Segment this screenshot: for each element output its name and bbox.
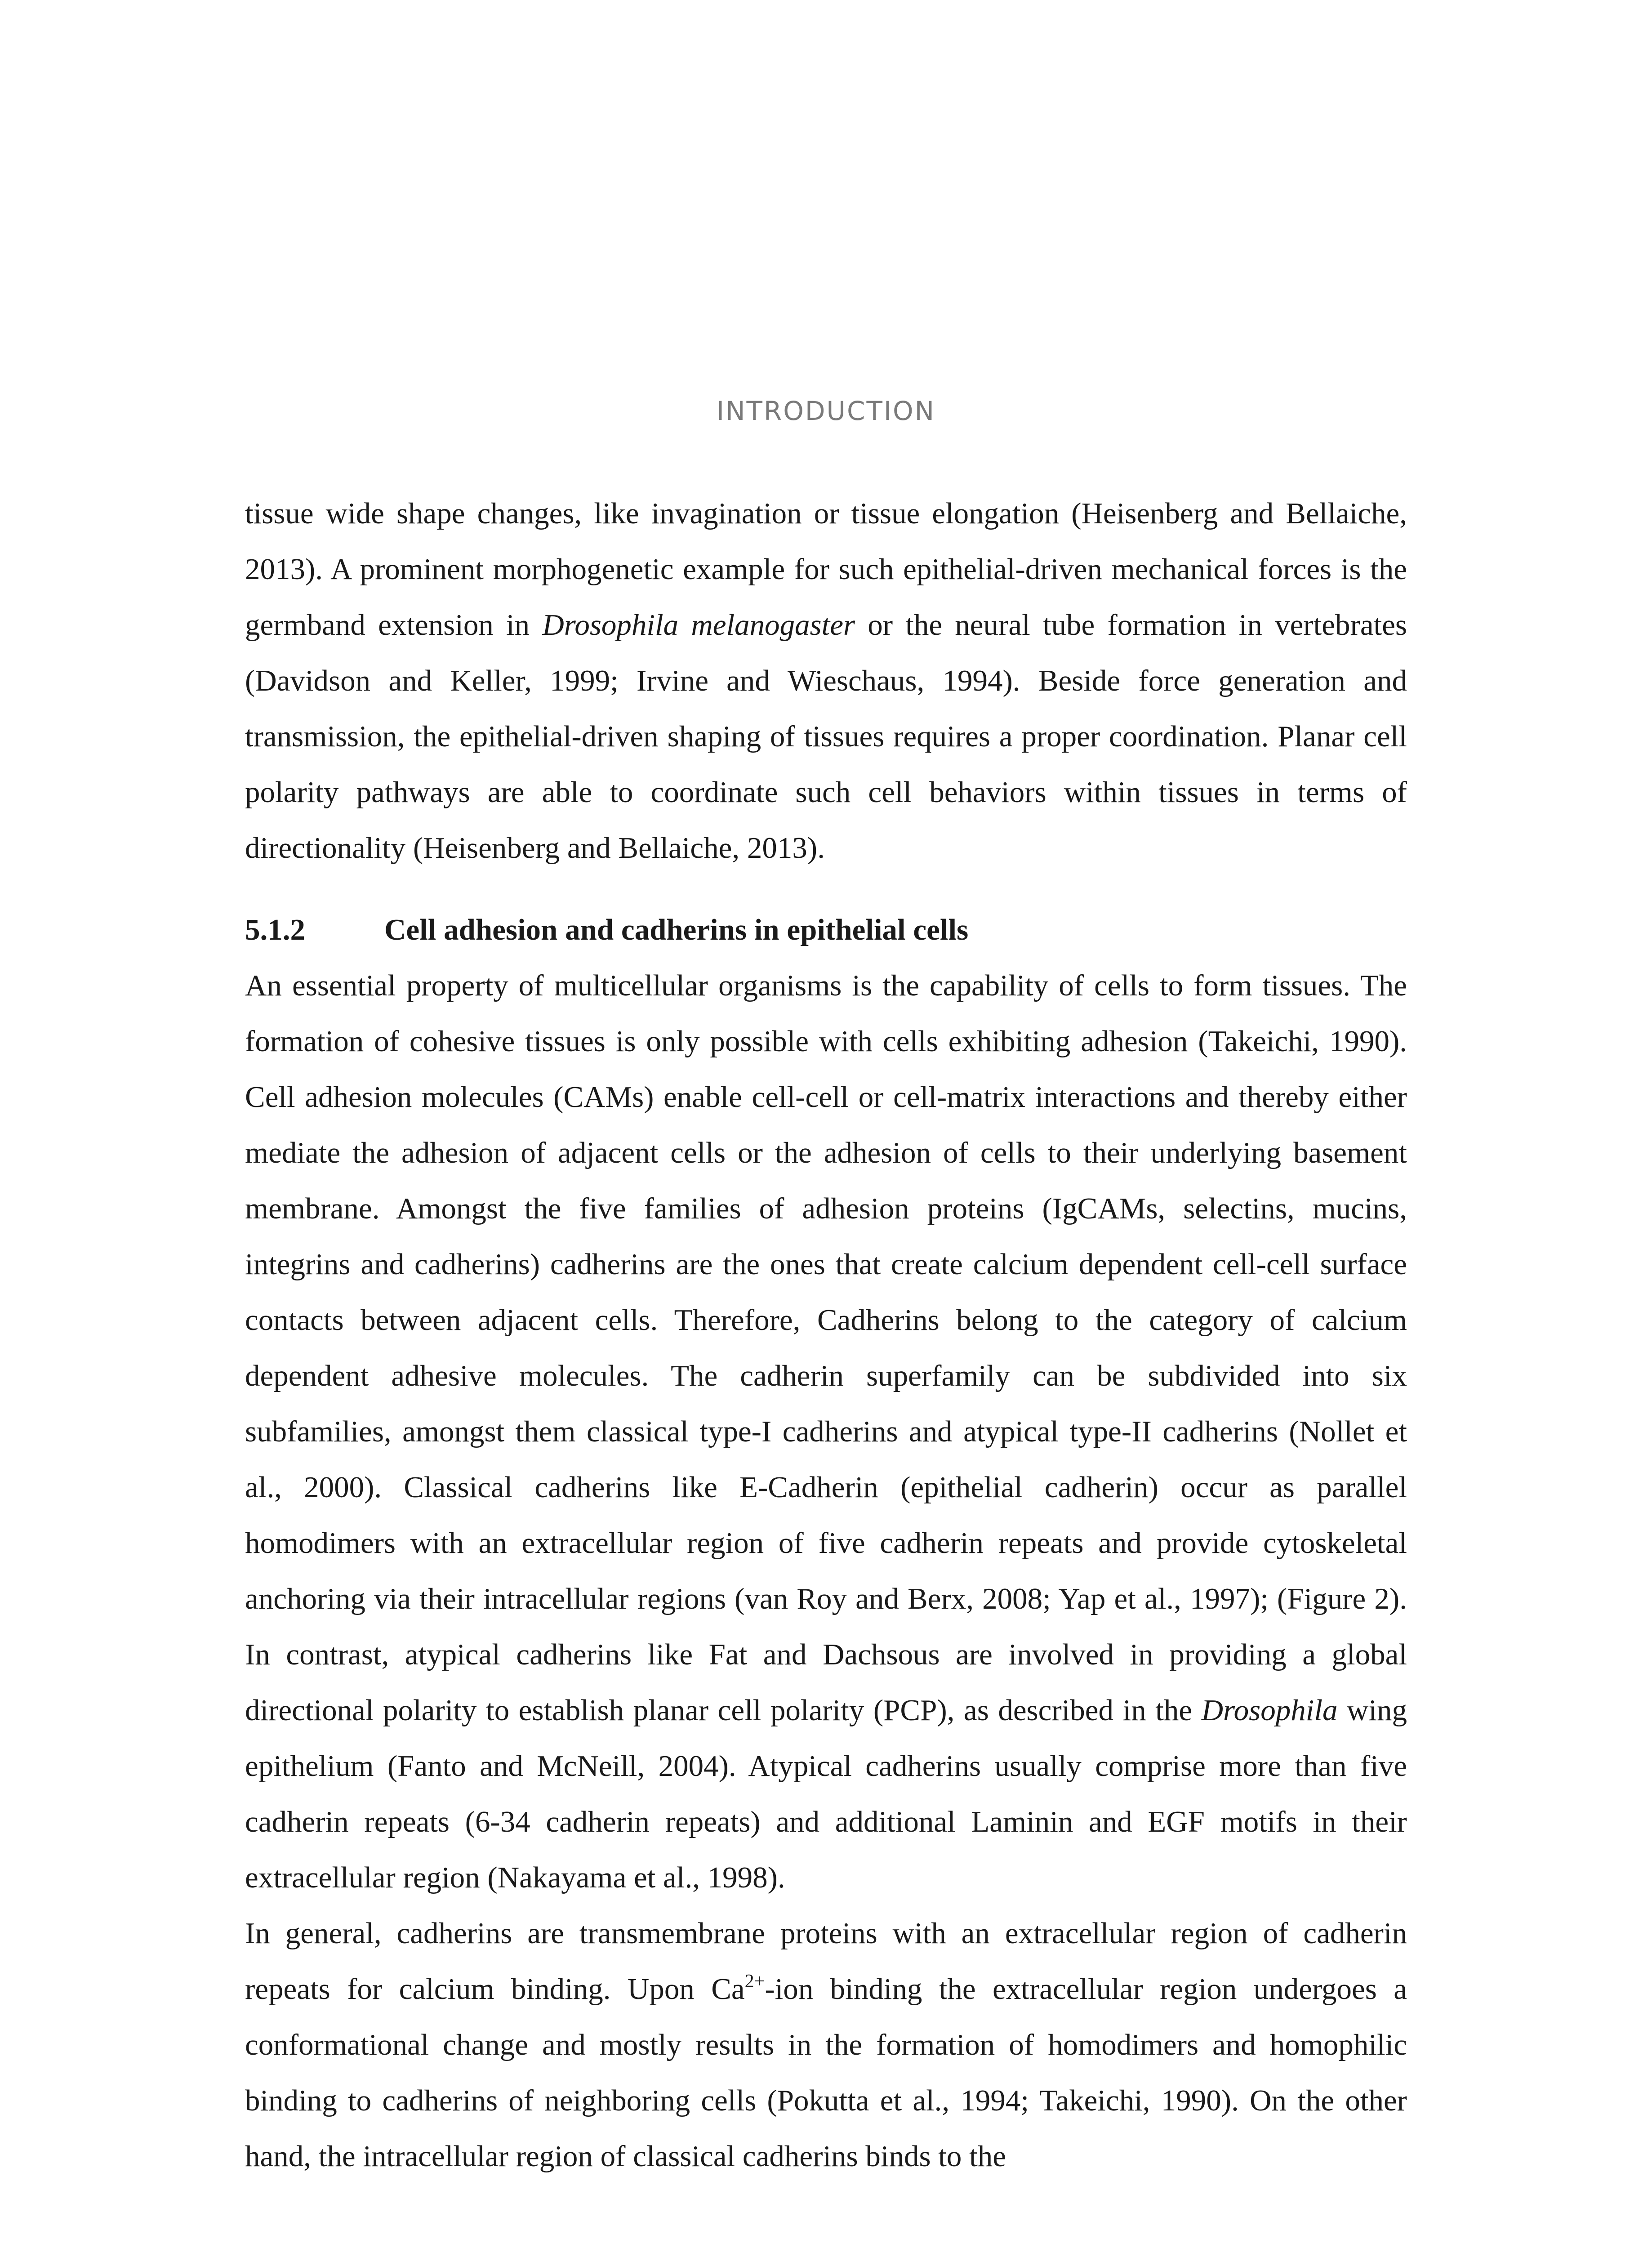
body-text — [245, 486, 1407, 2184]
italic-text: Drosophila melanogaster — [542, 608, 855, 642]
superscript: 2+ — [744, 1971, 765, 1992]
paragraph — [245, 1905, 1407, 2184]
section-number: 5.1.2 — [245, 913, 305, 946]
text-run: or the neural tube formation in vertebrates (Davidson and Keller, 1999; Irvine and Wieschaus, 1994). Beside force generation and transmission, the epithelial-driven shaping of tissues requires a proper coordination. Planar cell polarity pathways are able to coordinate such cell behaviors within tissues in terms of directionality (Heisenberg and Bellaiche, 2013). — [245, 608, 1407, 865]
section-heading — [245, 902, 1407, 958]
running-header: INTRODUCTION — [716, 396, 936, 426]
text-run: In general, cadherins are transmembrane proteins with an extracellular region of cadherin repeats for calcium binding. Upon Ca — [245, 1917, 1407, 2006]
text-run: -ion binding the extracellular region undergoes a conformational change and mostly results in the formation of homodimers and homophilic binding to cadherins of neighboring cells (Pokutta et al., 1994; Takeichi, 1990). On the other hand, the intracellular region of classical cadherins binds to the — [245, 1972, 1407, 2173]
text-run: wing epithelium (Fanto and McNeill, 2004). Atypical cadherins usually comprise more than five cadherin repeats (6-34 cadherin repeats) and additional Laminin and EGF motifs in their extracellular region (Nakayama et al., 1998). — [245, 1694, 1407, 1894]
italic-text: Drosophila — [1201, 1694, 1338, 1727]
text-run: An essential property of multicellular organisms is the capability of cells to form tissues. The formation of cohesive tissues is only possible with cells exhibiting adhesion (Takeichi, 1990). Cell adhesion molecules (CAMs) enable cell-cell or cell-matrix interactions and thereby either mediate the adhesion of adjacent cells or the adhesion of cells to their underlying basement membrane. Amongst the five families of adhesion proteins (IgCAMs, selectins, mucins, integrins and cadherins) cadherins are the ones that create calcium dependent cell-cell surface contacts between adjacent cells. Therefore, Cadherins belong to the category of calcium dependent adhesive molecules. The cadherin superfamily can be subdivided into six subfamilies, amongst them classical type-I cadherins and atypical type-II cadherins (Nollet et al., 2000). Classical cadherins like E-Cadherin (epithelial cadherin) occur as parallel homodimers with an extracellular region of five cadherin repeats and provide cytoskeletal anchoring via their intracellular regions (van Roy and Berx, 2008; Yap et al., 1997); (Figure 2). In contrast, atypical cadherins like Fat and Dachsous are involved in providing a global directional polarity to establish planar cell polarity (PCP), as described in the — [245, 969, 1407, 1727]
paragraph — [245, 486, 1407, 876]
text-run: tissue wide shape changes, like invagination or tissue elongation (Heisenberg and Bellaiche, 2013). A prominent morphogenetic example for such epithelial-driven mechanical forces is the germband extension in — [245, 497, 1407, 642]
paragraph — [245, 958, 1407, 1905]
section-title: Cell adhesion and cadherins in epithelial cells — [384, 913, 969, 946]
